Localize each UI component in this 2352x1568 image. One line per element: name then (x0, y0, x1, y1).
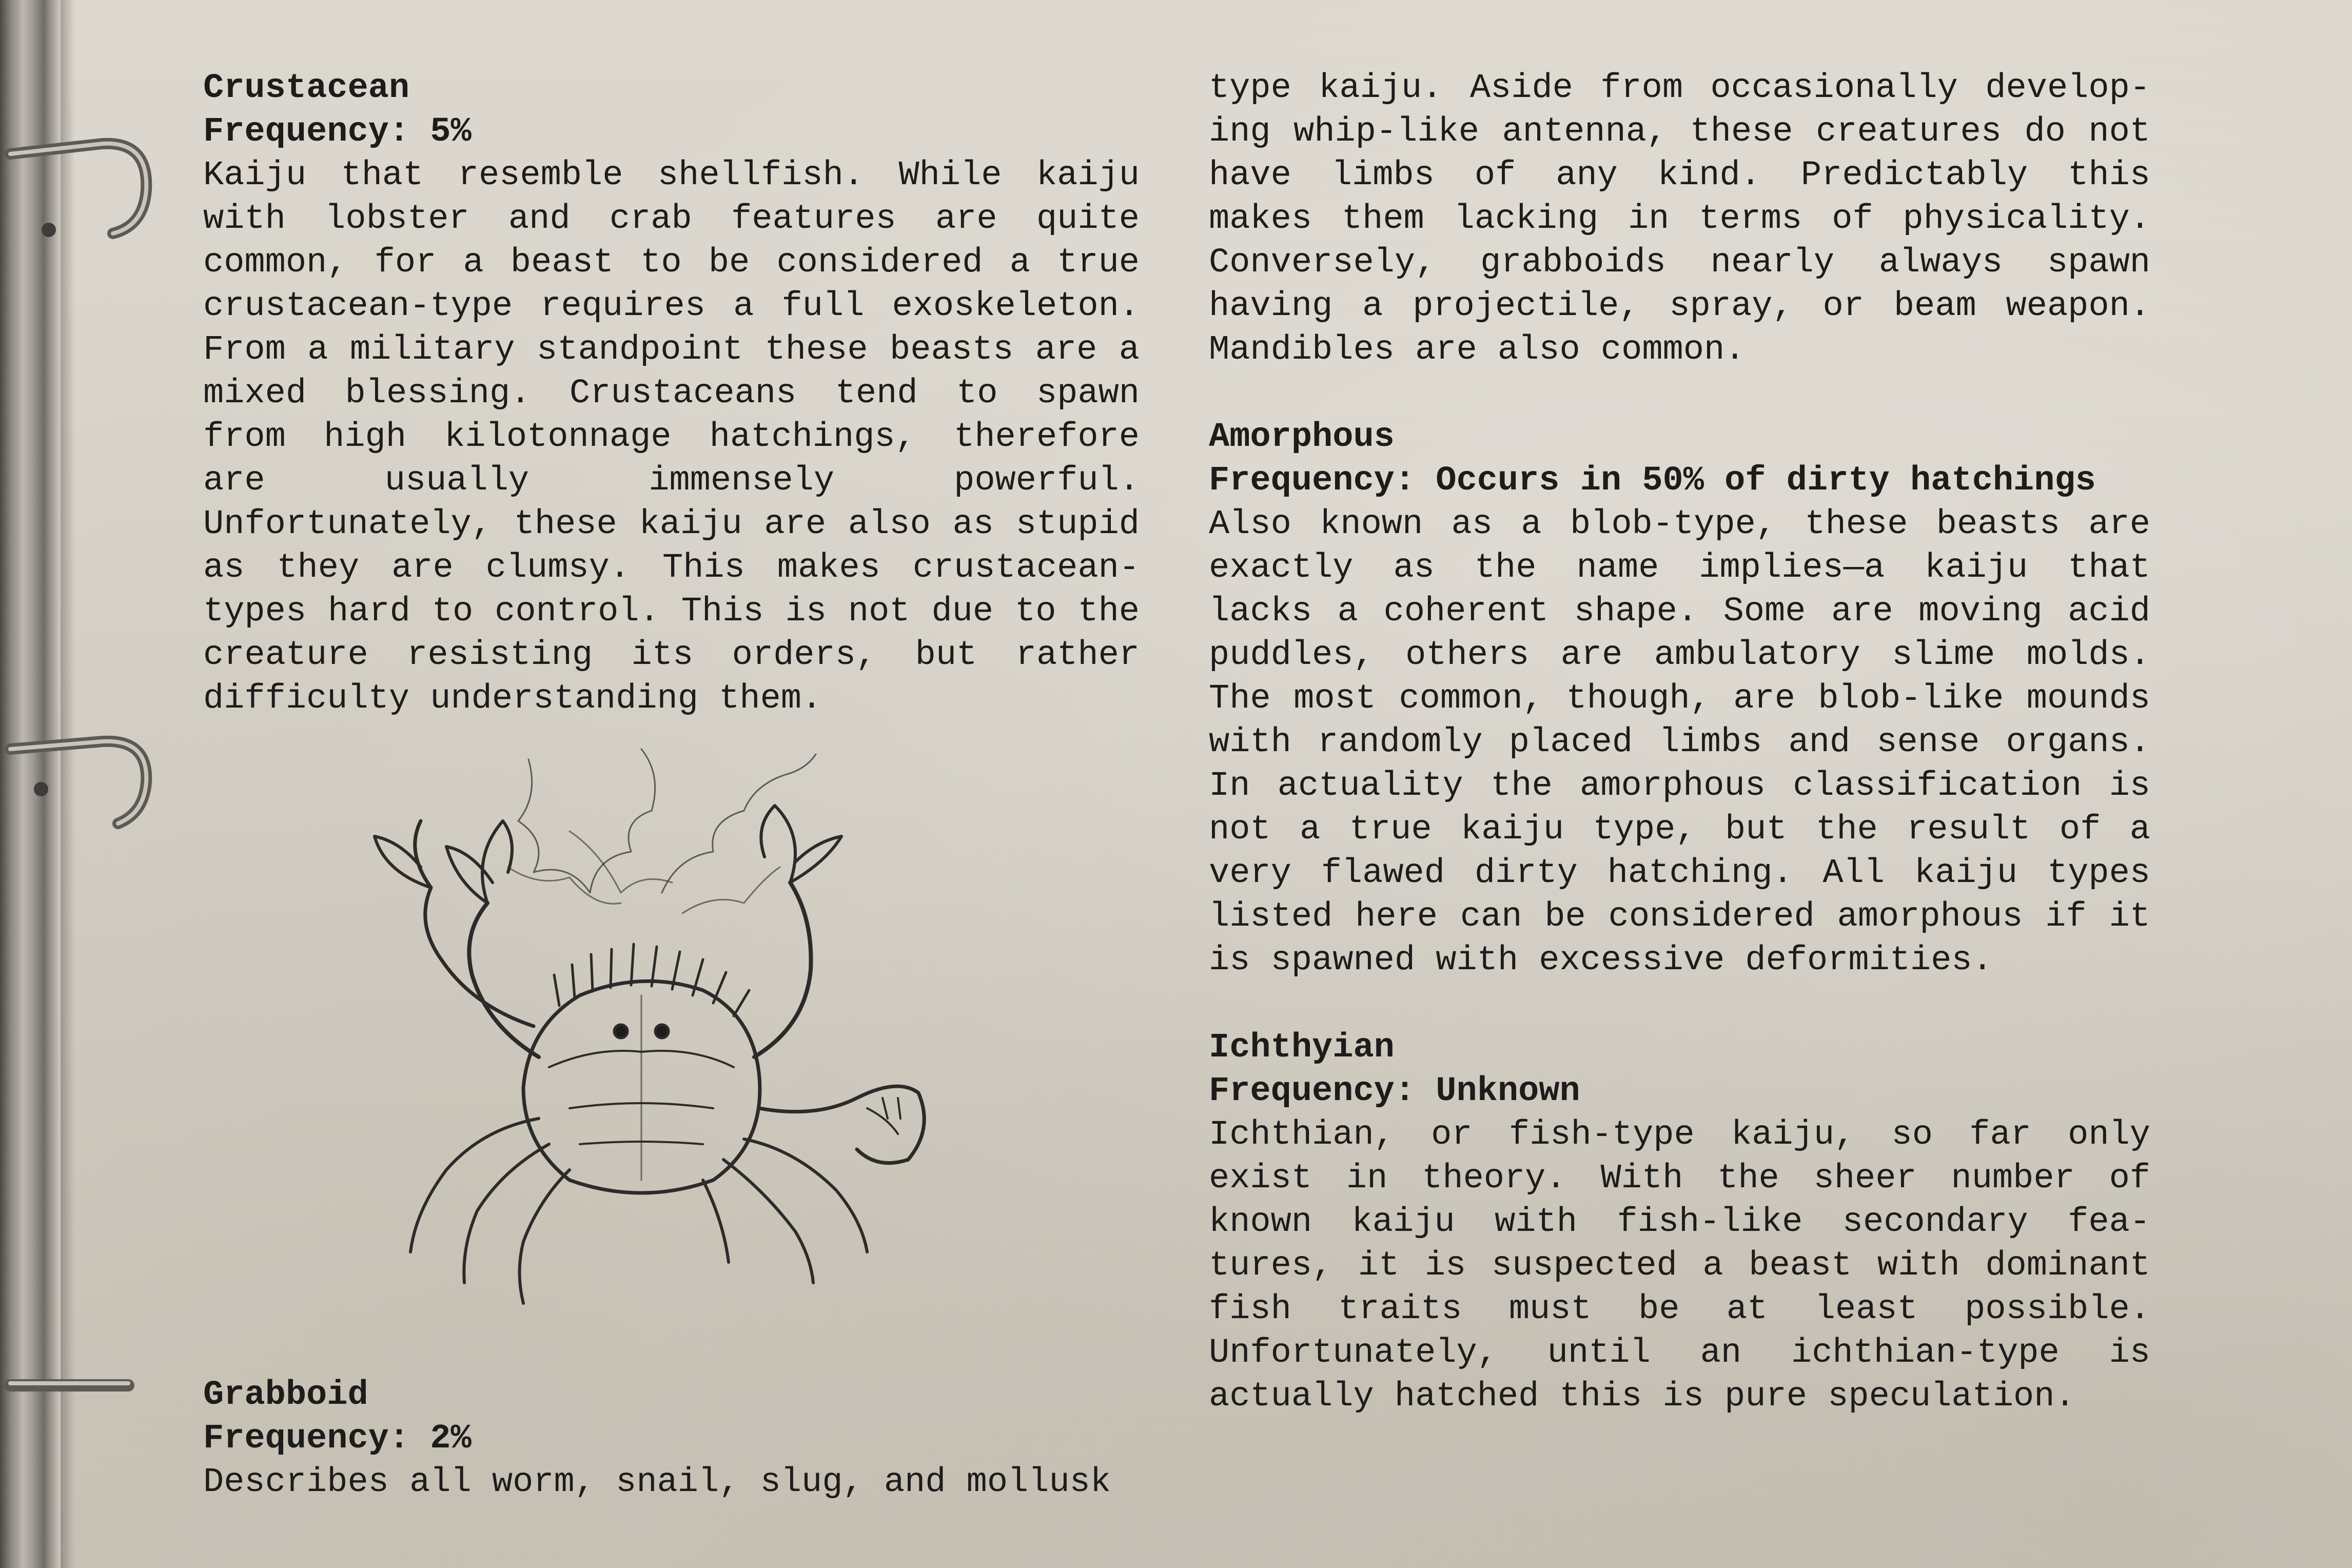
crustacean-description: Kaiju that resemble shellfish. While kaiju with lobster and crab features are quite common, for a beast to be considered a true crustacean-type requires a full exoskeleton. From a military standpoint these beasts are a mixed blessing. Crustaceans tend to spawn from high kilotonnage hatchings, therefore are usually immensely powerful. Unfortunately, these kaiju are also as stupid as they are clumsy. This makes crustacean-types hard to control. This is not due to the creature resisting its orders, but rather difficulty understanding them. (203, 156, 1140, 718)
section-spacer (1209, 983, 2150, 1026)
grabboid-heading: Grabboid (203, 1376, 368, 1415)
binder-ring-top-icon (0, 123, 164, 257)
left-column (203, 67, 1140, 721)
ichthyian-frequency: Frequency: Unknown (1209, 1072, 1580, 1111)
binder-ring-middle-icon (0, 723, 164, 847)
ichthyian-heading: Ichthyian (1209, 1028, 1395, 1067)
amorphous-heading: Amorphous (1209, 418, 1395, 457)
grabboid-description-continued: type kaiju. Aside from occasionally developing whip-like antenna, these creatures do not have limbs of any kind. Predictably this makes them lacking in terms of physicality. Conversely, grabboids nearly always spawn having a projectile, spray, or beam weapon. Mandibles are also common. (1209, 69, 2150, 369)
crustacean-frequency: Frequency: 5% (203, 112, 472, 151)
crab-illustration-icon (354, 739, 990, 1324)
right-column (1209, 67, 2150, 1419)
grabboid-description-start: Describes all worm, snail, slug, and mollusk (203, 1463, 1111, 1502)
crustacean-heading: Crustacean (203, 69, 410, 108)
section-spacer (1209, 372, 2150, 416)
binder-ring-bottom-icon (0, 1355, 164, 1416)
grabboid-section (203, 1374, 1142, 1504)
amorphous-description: Also known as a blob-type, these beasts are exactly as the name implies—a kaiju that lacks a coherent shape. Some are moving acid puddles, others are ambulatory slime molds. The most common, though, are blob-like mounds with randomly placed limbs and sense organs. In actuality the amorphous classification is not a true kaiju type, but the result of a very flawed dirty hatching. All kaiju types listed here can be considered amorphous if it is spawned with excessive deformities. (1209, 505, 2150, 980)
amorphous-frequency: Frequency: Occurs in 50% of dirty hatchings (1209, 461, 2096, 500)
ichthyian-description: Ichthian, or fish-type kaiju, so far only exist in theory. With the sheer number of known kaiju with fish-like secondary features, it is suspected a beast with dominant fish traits must be at least possible. Unfortunately, until an ichthian-type is actually hatched this is pure speculation. (1209, 1115, 2150, 1416)
grabboid-frequency: Frequency: 2% (203, 1419, 472, 1458)
